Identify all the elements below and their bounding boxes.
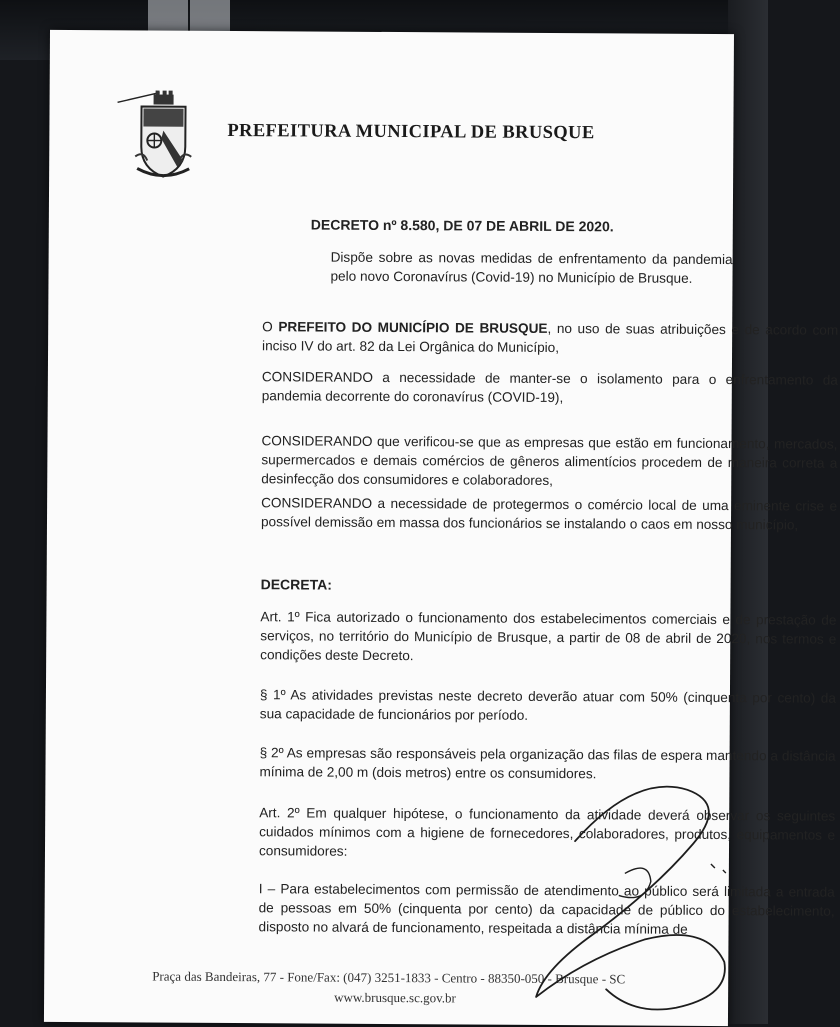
footer-website: www.brusque.sc.gov.br xyxy=(334,989,456,1006)
item-1: I – Para estabelecimentos com permissão de atendimento ao público será limitada a entrada de pessoas em 50% (cinquenta por cento) da capacidade de público do estabelecimento, disposto no alvará de funcionamento, respeitada a distância mínima de xyxy=(258,881,835,937)
organization-name: PREFEITURA MUNICIPAL DE BRUSQUE xyxy=(227,120,595,144)
intro-paragraph xyxy=(164,317,838,359)
document-body xyxy=(165,211,839,937)
intro-bold-text: PREFEITO DO MUNICÍPIO DE BRUSQUE xyxy=(278,319,548,336)
document-page xyxy=(44,30,839,1026)
intro-text-start: O xyxy=(262,319,279,335)
letterhead xyxy=(127,90,688,183)
article-1: Art. 1º Fica autorizado o funcionamento dos estabelecimentos comerciais e de prestação de serviços, no território do Município de Brusque, a partir de 08 de abril de 2020, nos termos e condições deste Decreto. xyxy=(260,609,837,664)
considering-paragraph-2: CONSIDERANDO que verificou-se que as empresas que estão em funcionamento, mercados, supermercados e demais comércios de gêneros alimentícios procedem de maneira correta a desinfecção dos consumidores e colaboradores, xyxy=(261,433,838,488)
intro-text-end: , no uso de suas atribuições e de acordo com inciso IV do art. 82 da Lei Orgânica do Município, xyxy=(262,320,839,356)
considering-paragraph-3: CONSIDERANDO a necessidade de protegermos o comércio local de uma eminente crise e possível demissão em massa dos funcionários se instalando o caos em nosso município, xyxy=(260,495,838,533)
paragraph-2: § 2º As empresas são responsáveis pela organização das filas de espera mantendo a distância mínima de 2,00 m (dois metros) entre os consumidores. xyxy=(259,745,836,782)
considering-paragraph-1: CONSIDERANDO a necessidade de manter-se o isolamento para o enfrentamento da pandemia decorrente do coronavírus (COVID-19), xyxy=(261,369,838,406)
paragraph-1: § 1º As atividades previstas neste decreto deverão atuar com 50% (cinquenta por cento) da sua capacidade de funcionários por período. xyxy=(259,687,836,723)
footer-address: Praça das Bandeiras, 77 - Fone/Fax: (047) 3251-1833 - Centro - 88350-050 - Brusque - SC xyxy=(152,968,626,987)
decreta-heading: DECRETA: xyxy=(260,576,332,593)
municipal-coat-of-arms-icon xyxy=(133,90,194,180)
decree-summary: Dispõe sobre as novas medidas de enfrentamento da pandemia pelo novo Coronavírus (Covid-19) no Município de Brusque. xyxy=(330,249,733,286)
decree-title: DECRETO nº 8.580, DE 07 DE ABRIL DE 2020. xyxy=(310,216,614,235)
article-2: Art. 2º Em qualquer hipótese, o funcionamento da atividade deverá observar os seguintes cuidados mínimos com a higiene de fornecedores, colaboradores, produtos, equipamentos e consumidores: xyxy=(258,805,836,859)
